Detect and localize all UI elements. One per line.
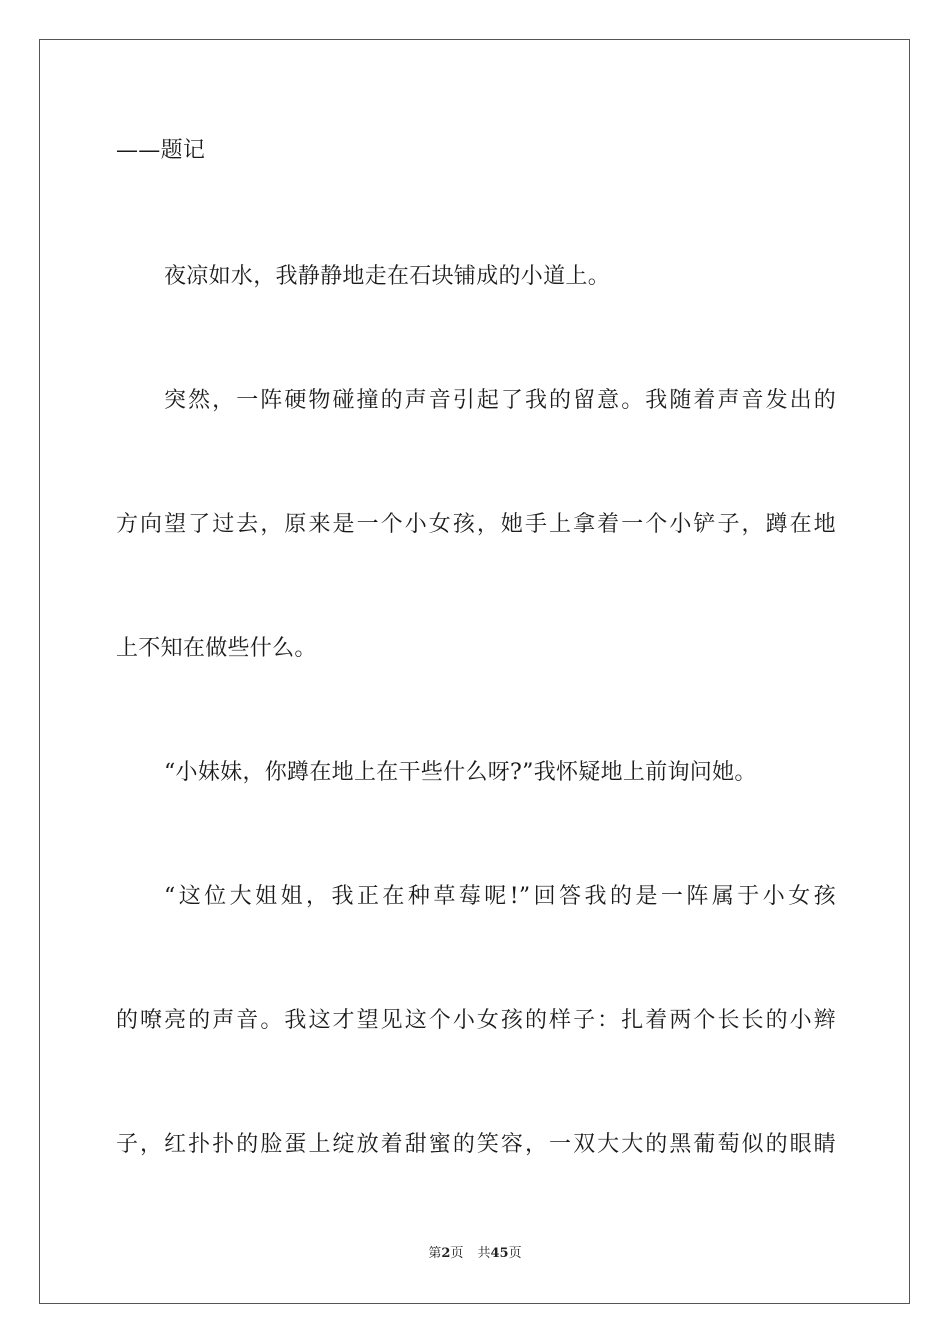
- page-number: 2: [441, 1246, 451, 1261]
- paragraph-2-line-1: 突然，一阵硬物碰撞的声音引起了我的留意。我随着声音发出的: [164, 388, 836, 413]
- total-pages: 45: [490, 1246, 509, 1261]
- page-footer: [0, 1245, 950, 1263]
- page-suffix: 页: [450, 1246, 464, 1261]
- paragraph-3-line-1: “小妹妹，你蹲在地上在干些什么呀?”我怀疑地上前询问她。: [164, 760, 757, 785]
- total-suffix: 页: [508, 1246, 522, 1261]
- epigraph-attribution: ——题记: [116, 138, 206, 163]
- paragraph-4-line-1: “这位大姐姐，我正在种草莓呢!”回答我的是一阵属于小女孩: [164, 884, 836, 909]
- paragraph-1-line-1: 夜凉如水，我静静地走在石块铺成的小道上。: [164, 264, 611, 289]
- paragraph-4-line-2: 的嘹亮的声音。我这才望见这个小女孩的样子：扎着两个长长的小辫: [116, 1008, 836, 1033]
- paragraph-4-line-3: 子，红扑扑的脸蛋上绽放着甜蜜的笑容，一双大大的黑葡萄似的眼睛: [116, 1132, 836, 1157]
- page-border: [39, 39, 910, 1304]
- total-prefix: 共: [477, 1246, 491, 1261]
- page-prefix: 第: [428, 1246, 442, 1261]
- paragraph-2-line-2: 方向望了过去，原来是一个小女孩，她手上拿着一个小铲子，蹲在地: [116, 512, 836, 537]
- paragraph-2-line-3: 上不知在做些什么。: [116, 636, 317, 661]
